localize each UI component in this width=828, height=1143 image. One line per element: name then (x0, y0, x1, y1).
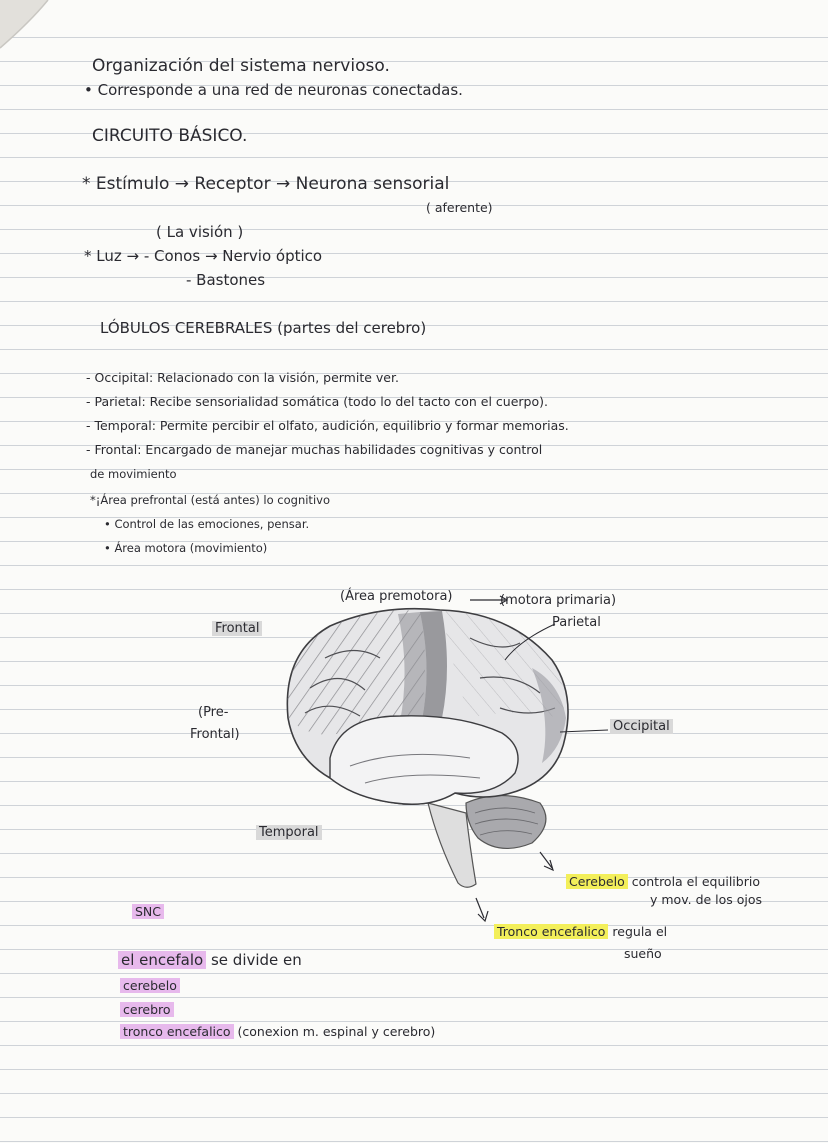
label-prefrontal-2: Frontal) (190, 727, 240, 742)
aferente-note: ( aferente) (426, 200, 493, 215)
circuito-line-1: * Estímulo → Receptor → Neurona sensorial (82, 174, 450, 194)
lobulo-temporal: - Temporal: Permite percibir el olfato, audición, equilibrio y formar memorias. (86, 418, 569, 433)
cerebelo-note: Cerebelo controla el equilibrio (566, 872, 760, 892)
cerebelo-note-line-2: y mov. de los ojos (650, 892, 763, 907)
circuito-heading: CIRCUITO BÁSICO. (92, 126, 248, 146)
lobulo-parietal: - Parietal: Recibe sensorialidad somática (todo lo del tacto con el cuerpo). (86, 394, 548, 409)
label-occipital: Occipital (610, 718, 673, 736)
tronco-note-line-2: sueño (624, 946, 662, 961)
snc-intro: el encefalo se divide en (118, 950, 302, 970)
subtitle: • Corresponde a una red de neuronas conectadas. (84, 81, 463, 99)
tronco-note: Tronco encefalico regula el (494, 922, 667, 942)
snc-item-tronco: tronco encefalico (conexion m. espinal y cerebro) (120, 1022, 435, 1042)
bastones-item: - Bastones (186, 271, 266, 289)
area-prefrontal: *¡Área prefrontal (está antes) lo cognitivo (90, 493, 330, 507)
lobulo-occipital: - Occipital: Relacionado con la visión, permite ver. (86, 370, 399, 385)
lobulo-frontal: - Frontal: Encargado de manejar muchas habilidades cognitivas y control (86, 442, 543, 457)
circuito-line-2: * Luz → - Conos → Nervio óptico (84, 247, 323, 265)
area-motora: • Área motora (movimiento) (104, 541, 268, 555)
snc-item-cerebro: cerebro (120, 1000, 174, 1020)
label-parietal: Parietal (552, 615, 601, 630)
label-area-premotora: (Área premotora) (340, 589, 453, 604)
snc-item-cerebelo: cerebelo (120, 976, 180, 996)
label-prefrontal-1: (Pre- (198, 705, 229, 720)
label-motora-primaria: (motora primaria) (500, 593, 617, 608)
label-temporal: Temporal (256, 824, 322, 842)
snc-label: SNC (132, 902, 164, 922)
label-frontal: Frontal (212, 620, 262, 638)
lobulos-heading: LÓBULOS CEREBRALES (partes del cerebro) (100, 319, 427, 337)
lobulo-frontal-cont: de movimiento (90, 467, 177, 481)
vision-note: ( La visión ) (156, 223, 244, 241)
page-title: Organización del sistema nervioso. (92, 56, 390, 76)
control-emociones: • Control de las emociones, pensar. (104, 517, 310, 531)
